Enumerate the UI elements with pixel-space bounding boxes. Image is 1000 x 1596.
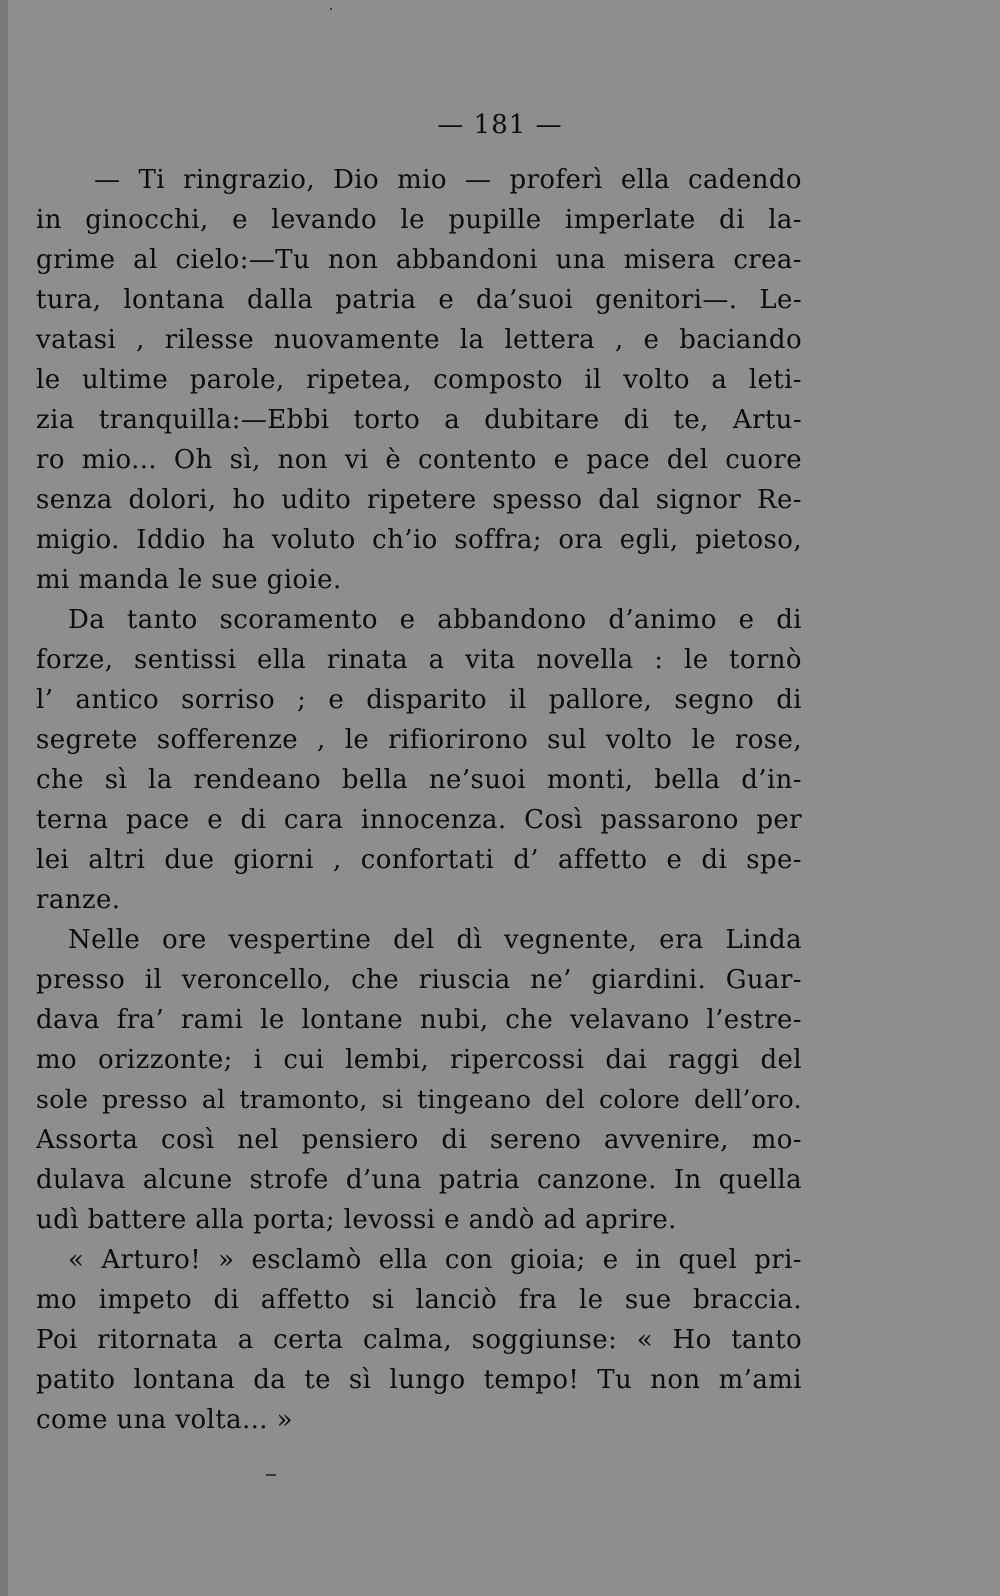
text-line: udì battere alla porta; levossi e andò ad aprire. — [36, 1205, 677, 1235]
text-line: vatasi , rilesse nuovamente la lettera , e baciando — [36, 325, 802, 355]
text-line: dulava alcune strofe d’una patria canzone. In quella — [36, 1165, 802, 1195]
text-line: terna pace e di cara innocenza. Così passarono per — [36, 805, 802, 835]
text-line: migio. Iddio ha voluto ch’io soffra; ora egli, pietoso, — [36, 525, 802, 555]
text-line: Da tanto scoramento e abbandono d’animo e di — [68, 605, 802, 635]
text-line: « Arturo! » esclamò ella con gioia; e in quel pri- — [68, 1245, 802, 1275]
text-line: zia tranquilla:—Ebbi torto a dubitare di te, Artu- — [36, 405, 802, 435]
text-line: mo orizzonte; i cui lembi, ripercossi dai raggi del — [36, 1045, 802, 1075]
text-line: — Ti ringrazio, Dio mio — proferì ella cadendo — [94, 165, 802, 195]
scan-mark — [266, 1474, 276, 1476]
text-line: presso il veroncello, che riuscia ne’ giardini. Guar- — [36, 965, 802, 995]
text-line: forze, sentissi ella rinata a vita novella : le tornò — [36, 645, 802, 675]
text-line: grime al cielo:—Tu non abbandoni una misera crea- — [36, 245, 802, 275]
text-line: ro mio... Oh sì, non vi è contento e pace del cuore — [36, 445, 802, 475]
text-line: dava fra’ rami le lontane nubi, che velavano l’estre- — [36, 1005, 802, 1035]
text-line: in ginocchi, e levando le pupille imperlate di la- — [36, 205, 802, 235]
text-line: ranze. — [36, 885, 121, 915]
page-number: — 181 — — [437, 110, 563, 140]
text-line: lei altri due giorni , confortati d’ affetto e di spe- — [36, 845, 802, 875]
scan-speck — [330, 8, 332, 10]
text-line: Assorta così nel pensiero di sereno avvenire, mo- — [36, 1125, 802, 1155]
text-line: Nelle ore vespertine del dì vegnente, era Linda — [68, 925, 802, 955]
page-left-edge — [0, 0, 8, 1596]
text-line: patito lontana da te sì lungo tempo! Tu non m’ami — [36, 1365, 802, 1395]
text-line: le ultime parole, ripetea, composto il volto a leti- — [36, 365, 802, 395]
text-line: Poi ritornata a certa calma, soggiunse: « Ho tanto — [36, 1325, 802, 1355]
text-line: l’ antico sorriso ; e disparito il pallore, segno di — [36, 685, 802, 715]
text-line: sole presso al tramonto, si tingeano del colore dell’oro. — [36, 1085, 802, 1114]
text-line: che sì la rendeano bella ne’suoi monti, bella d’in- — [36, 765, 802, 795]
text-line: senza dolori, ho udito ripetere spesso dal signor Re- — [36, 485, 802, 515]
text-line: mo impeto di affetto si lanciò fra le sue braccia. — [36, 1285, 802, 1315]
text-line: segrete sofferenze , le rifiorirono sul volto le rose, — [36, 725, 802, 755]
text-line: tura, lontana dalla patria e da’suoi genitori—. Le- — [36, 285, 802, 315]
text-line: come una volta... » — [36, 1405, 293, 1435]
text-line: mi manda le sue gioie. — [36, 565, 342, 595]
